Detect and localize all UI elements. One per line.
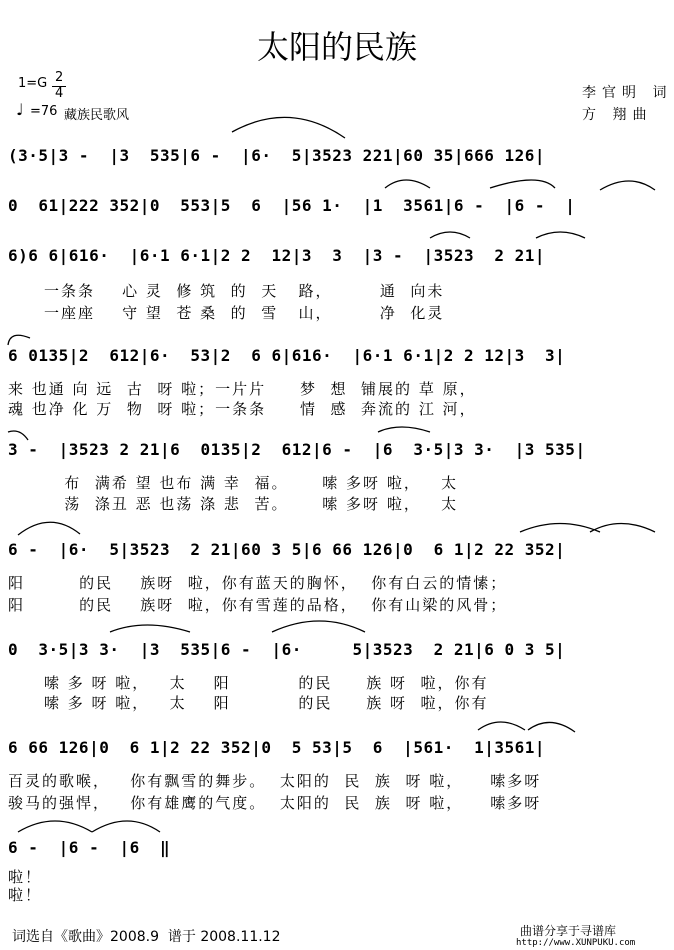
tempo: =76 — [30, 104, 58, 119]
key-signature: 1=G — [18, 76, 48, 91]
notation-line-8: 6 66 126|0 6 1|2 22 352|0 5 53|5 6 |561· 1|3561| — [8, 738, 546, 757]
lyric-line-7a: 嗦 多 呀 啦， 太 阳 的民 族 呀 啦，你有 — [44, 674, 489, 692]
lyric-line-3a: 一条条 心 灵 修 筑 的 天 路， 通 向未 — [44, 282, 445, 300]
lyric-line-4a: 来 也通 向 远 古 呀 啦；一片片 梦 想 铺展的 草 原， — [8, 380, 477, 398]
slur-arc — [520, 524, 600, 533]
lyric-line-5a: 布 满希 望 也布 满 幸 福。 嗦 多呀 啦， 太 — [44, 474, 459, 492]
notation-line-1: (3·5|3 - |3 535|6 - |6· 5|3523 221|60 35|666 126| — [8, 146, 546, 165]
slur-arc — [8, 431, 28, 440]
lyric-line-3b: 一座座 守 望 苍 桑 的 雪 山， 净 化灵 — [44, 304, 445, 322]
slur-arc — [528, 722, 575, 732]
slur-arc — [8, 335, 30, 345]
slur-arc — [272, 621, 365, 632]
lyric-line-4b: 魂 也净 化 万 物 呀 啦；一条条 情 感 奔流的 江 河， — [8, 400, 477, 418]
watermark-source: 曲谱分享于寻谱库 — [520, 924, 617, 938]
lyric-line-6a: 阳 的民 族呀 啦，你有蓝天的胸怀， 你有白云的情愫； — [8, 574, 508, 592]
time-signature-bottom: 4 — [55, 86, 64, 101]
footer-source-note: 词选自《歌曲》2008.9 谱于 2008.11.12 — [12, 929, 281, 945]
slur-arc — [18, 522, 80, 535]
slur-arc — [600, 181, 655, 190]
lyricist-credit: 李官明 词 — [582, 85, 673, 101]
lyric-line-9b: 啦！ — [8, 886, 43, 904]
notation-line-2: 0 61|222 352|0 553|5 6 |56 1· |1 3561|6 - |6 - | — [8, 196, 576, 215]
lyric-line-8a: 百灵的歌喉， 你有飘雪的舞步。 太阳的 民 族 呀 啦， 嗦多呀 — [8, 772, 542, 790]
watermark-url: http://www.XUNPUKU.com — [516, 938, 636, 948]
composer-credit: 方 翔曲 — [582, 107, 653, 123]
notation-line-3: 6)6 6|616· |6·1 6·1|2 2 12|3 3 |3 - |3523 2 21| — [8, 246, 546, 265]
lyric-line-9a: 啦！ — [8, 868, 43, 886]
slur-arc — [430, 232, 470, 238]
slur-arc — [92, 821, 160, 832]
slur-arc — [478, 722, 525, 730]
lyric-line-5b: 荡 涤丑 恶 也荡 涤 悲 苦。 嗦 多呀 啦， 太 — [44, 495, 459, 513]
song-title: 太阳的民族 — [256, 28, 417, 66]
slur-arc — [490, 180, 555, 188]
notation-line-6: 6 - |6· 5|3523 2 21|60 3 5|6 66 126|0 6 1|2 22 352| — [8, 540, 566, 559]
slur-arc — [232, 117, 345, 138]
slur-arc — [590, 524, 655, 533]
lyric-line-8b: 骏马的强悍， 你有雄鹰的气度。 太阳的 民 族 呀 啦， 嗦多呀 — [8, 794, 542, 812]
notation-line-9: 6 - |6 - |6 ‖ — [8, 838, 171, 857]
time-signature-top: 2 — [55, 70, 64, 85]
slur-arc — [378, 427, 430, 432]
lyric-line-7b: 嗦 多 呀 啦， 太 阳 的民 族 呀 啦，你有 — [44, 694, 489, 712]
style-marking: 藏族民歌风 — [64, 108, 130, 123]
notation-line-4: 6 0135|2 612|6· 53|2 6 6|616· |6·1 6·1|2 2 12|3 3| — [8, 346, 566, 365]
quarter-note-icon: ♩ — [16, 100, 24, 119]
slur-arc — [110, 625, 190, 632]
slur-arc — [18, 821, 92, 832]
lyric-line-6b: 阳 的民 族呀 啦，你有雪莲的品格， 你有山梁的风骨； — [8, 596, 508, 614]
notation-line-5: 3 - |3523 2 21|6 0135|2 612|6 - |6 3·5|3 3· |3 535| — [8, 440, 586, 459]
slur-arc — [536, 232, 585, 238]
notation-line-7: 0 3·5|3 3· |3 535|6 - |6· 5|3523 2 21|6 0 3 5| — [8, 640, 566, 659]
slur-arc — [385, 180, 430, 188]
